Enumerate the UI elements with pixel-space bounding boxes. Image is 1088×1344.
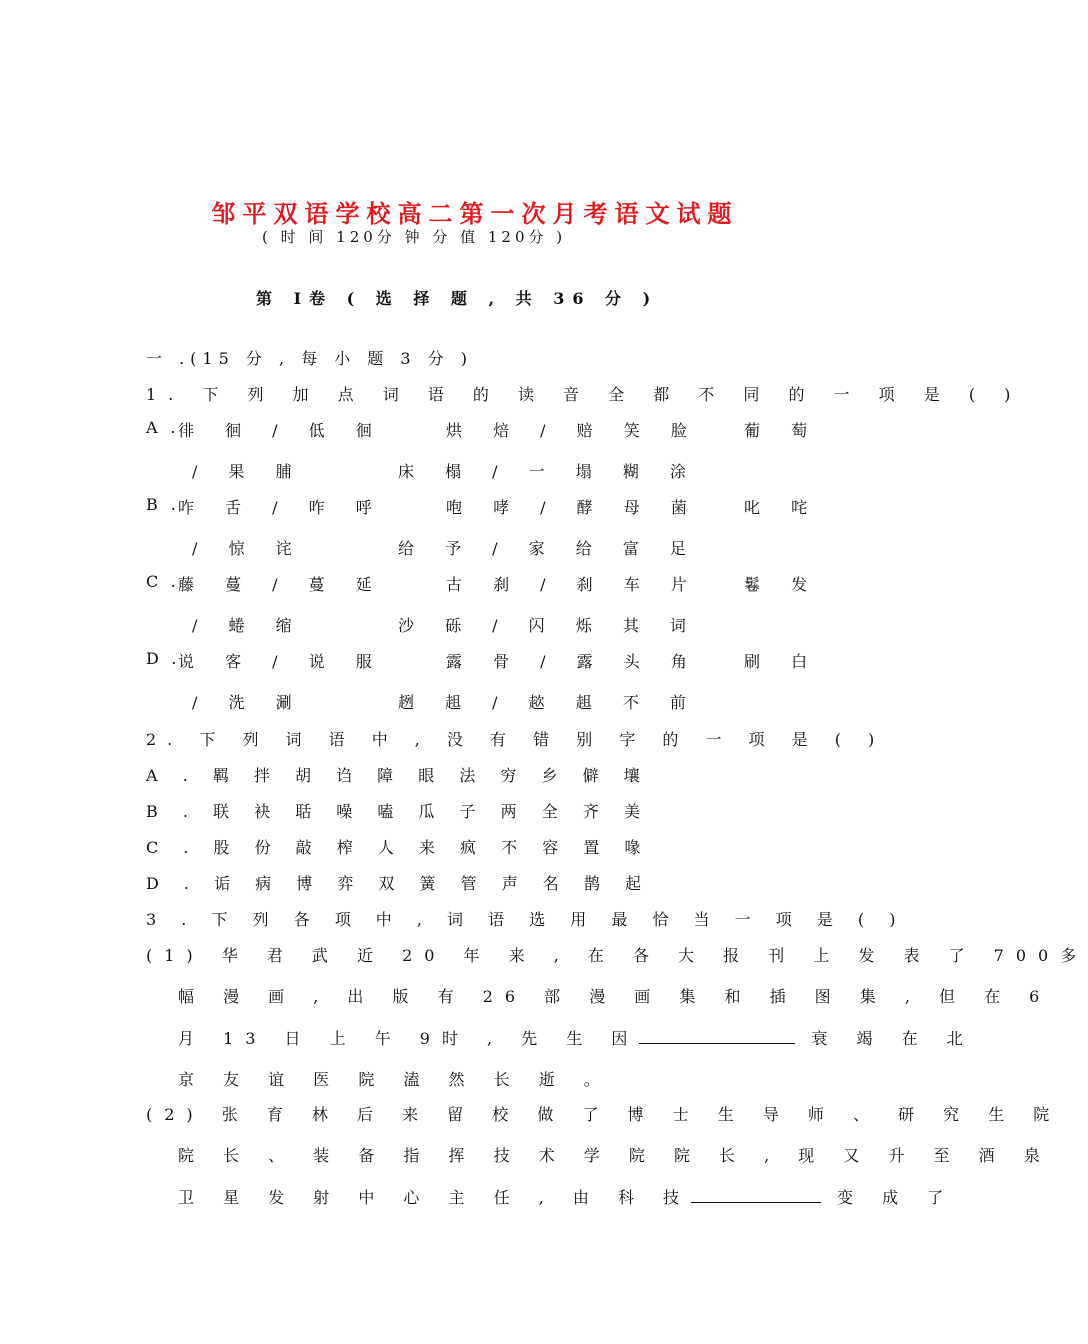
q1-option-a-word2: 烘 焙 / 赔 笑 脸 bbox=[446, 421, 700, 440]
q3-passage-2-line-3-text-end: 变 成 了 bbox=[837, 1188, 956, 1207]
q1-option-d-word3-cont: / 洗 涮 bbox=[192, 693, 305, 712]
page-title: 邹平双语学校高二第一次月考语文试题 bbox=[211, 199, 739, 228]
q1-option-b-word4: 给 予 / 家 给 富 足 bbox=[398, 539, 699, 558]
q1-option-d-word1: 说 客 / 说 服 bbox=[178, 652, 385, 671]
q1-option-a-word4: 床 榻 / 一 塌 糊 涂 bbox=[398, 462, 699, 481]
q3-passage-1-line-4: 京 友 谊 医 院 溘 然 长 逝 。 bbox=[178, 1070, 612, 1089]
q1-option-a-word3-cont: / 果 脯 bbox=[192, 462, 305, 481]
q1-option-c-word2: 古 刹 / 刹 车 片 bbox=[446, 575, 700, 594]
q1-option-d-word4: 趔 趄 / 趑 趄 不 前 bbox=[398, 693, 699, 712]
exam-time-score: ( 时 间 120分 钟 分 值 120分 ) bbox=[262, 228, 567, 246]
q1-option-d-word3: 刷 白 bbox=[744, 652, 821, 671]
q3-passage-2-line-1: (2) 张 育 林 后 来 留 校 做 了 博 士 生 导 师 、 研 究 生 院 bbox=[146, 1105, 1062, 1124]
q1-option-b-word3: 叱 咤 bbox=[744, 498, 821, 517]
q1-option-c-word3: 鬈 发 bbox=[744, 575, 821, 594]
q2-option-a: A . 羁 拌 胡 诌 障 眼 法 穷 乡 僻 壤 bbox=[146, 766, 650, 785]
q1-option-c-label: C. bbox=[146, 572, 189, 591]
q3-passage-1-line-1: (1) 华 君 武 近 20 年 来 , 在 各 大 报 刊 上 发 表 了 700多 bbox=[146, 946, 1088, 965]
q1-option-c-word3-cont: / 蜷 缩 bbox=[192, 616, 305, 635]
q1-option-b-label: B. bbox=[146, 495, 189, 514]
answer-blank-1[interactable] bbox=[639, 1042, 795, 1044]
question-3-stem: 3 . 下 列 各 项 中 , 词 语 选 用 最 恰 当 一 项 是 ( ) bbox=[146, 910, 906, 929]
question-1-stem: 1. 下 列 加 点 词 语 的 读 音 全 都 不 同 的 一 项 是 ( ) bbox=[146, 385, 1023, 404]
q1-option-a-word3: 葡 萄 bbox=[744, 421, 821, 440]
q2-option-d: D . 诟 病 博 弈 双 簧 管 声 名 鹊 起 bbox=[146, 874, 651, 893]
q3-passage-1-line-3-text: 月 13 日 上 午 9时 , 先 生 因 bbox=[178, 1029, 640, 1048]
q1-option-c-word1: 藤 蔓 / 蔓 延 bbox=[178, 575, 385, 594]
q3-passage-1-line-3 bbox=[178, 1026, 975, 1049]
question-2-stem: 2. 下 列 词 语 中 , 没 有 错 别 字 的 一 项 是 ( ) bbox=[146, 730, 886, 749]
q1-option-d-word2: 露 骨 / 露 头 角 bbox=[446, 652, 700, 671]
answer-blank-2[interactable] bbox=[691, 1201, 821, 1203]
q2-option-b: B . 联 袂 聒 噪 嗑 瓜 子 两 全 齐 美 bbox=[146, 802, 650, 821]
q1-option-b-word2: 咆 哮 / 酵 母 菌 bbox=[446, 498, 700, 517]
q1-option-b-word3-cont: / 惊 诧 bbox=[192, 539, 305, 558]
q3-passage-2-line-3 bbox=[178, 1185, 955, 1208]
q3-passage-2-line-3-text: 卫 星 发 射 中 心 主 任 , 由 科 技 bbox=[178, 1188, 692, 1207]
q3-passage-1-line-2: 幅 漫 画 , 出 版 有 26 部 漫 画 集 和 插 图 集 , 但 在 6 bbox=[178, 987, 1052, 1006]
section-heading: 第 I卷 ( 选 择 题 , 共 36 分 ) bbox=[256, 289, 659, 308]
q2-option-c: C . 股 份 敲 榨 人 来 疯 不 容 置 喙 bbox=[146, 838, 651, 857]
q1-option-a-word1: 徘 徊 / 低 徊 bbox=[178, 421, 385, 440]
q1-option-c-word4: 沙 砾 / 闪 烁 其 词 bbox=[398, 616, 699, 635]
part-header: 一 .(15 分 , 每 小 题 3 分 ) bbox=[146, 349, 473, 368]
q1-option-b-word1: 咋 舌 / 咋 呼 bbox=[178, 498, 385, 517]
q1-option-d-label: D. bbox=[146, 649, 190, 668]
q1-option-a-label: A. bbox=[146, 418, 189, 437]
q3-passage-1-line-3-text-end: 衰 竭 在 北 bbox=[811, 1029, 975, 1048]
q3-passage-2-line-2: 院 长 、 装 备 指 挥 技 术 学 院 院 长 , 现 又 升 至 酒 泉 bbox=[178, 1146, 1052, 1165]
